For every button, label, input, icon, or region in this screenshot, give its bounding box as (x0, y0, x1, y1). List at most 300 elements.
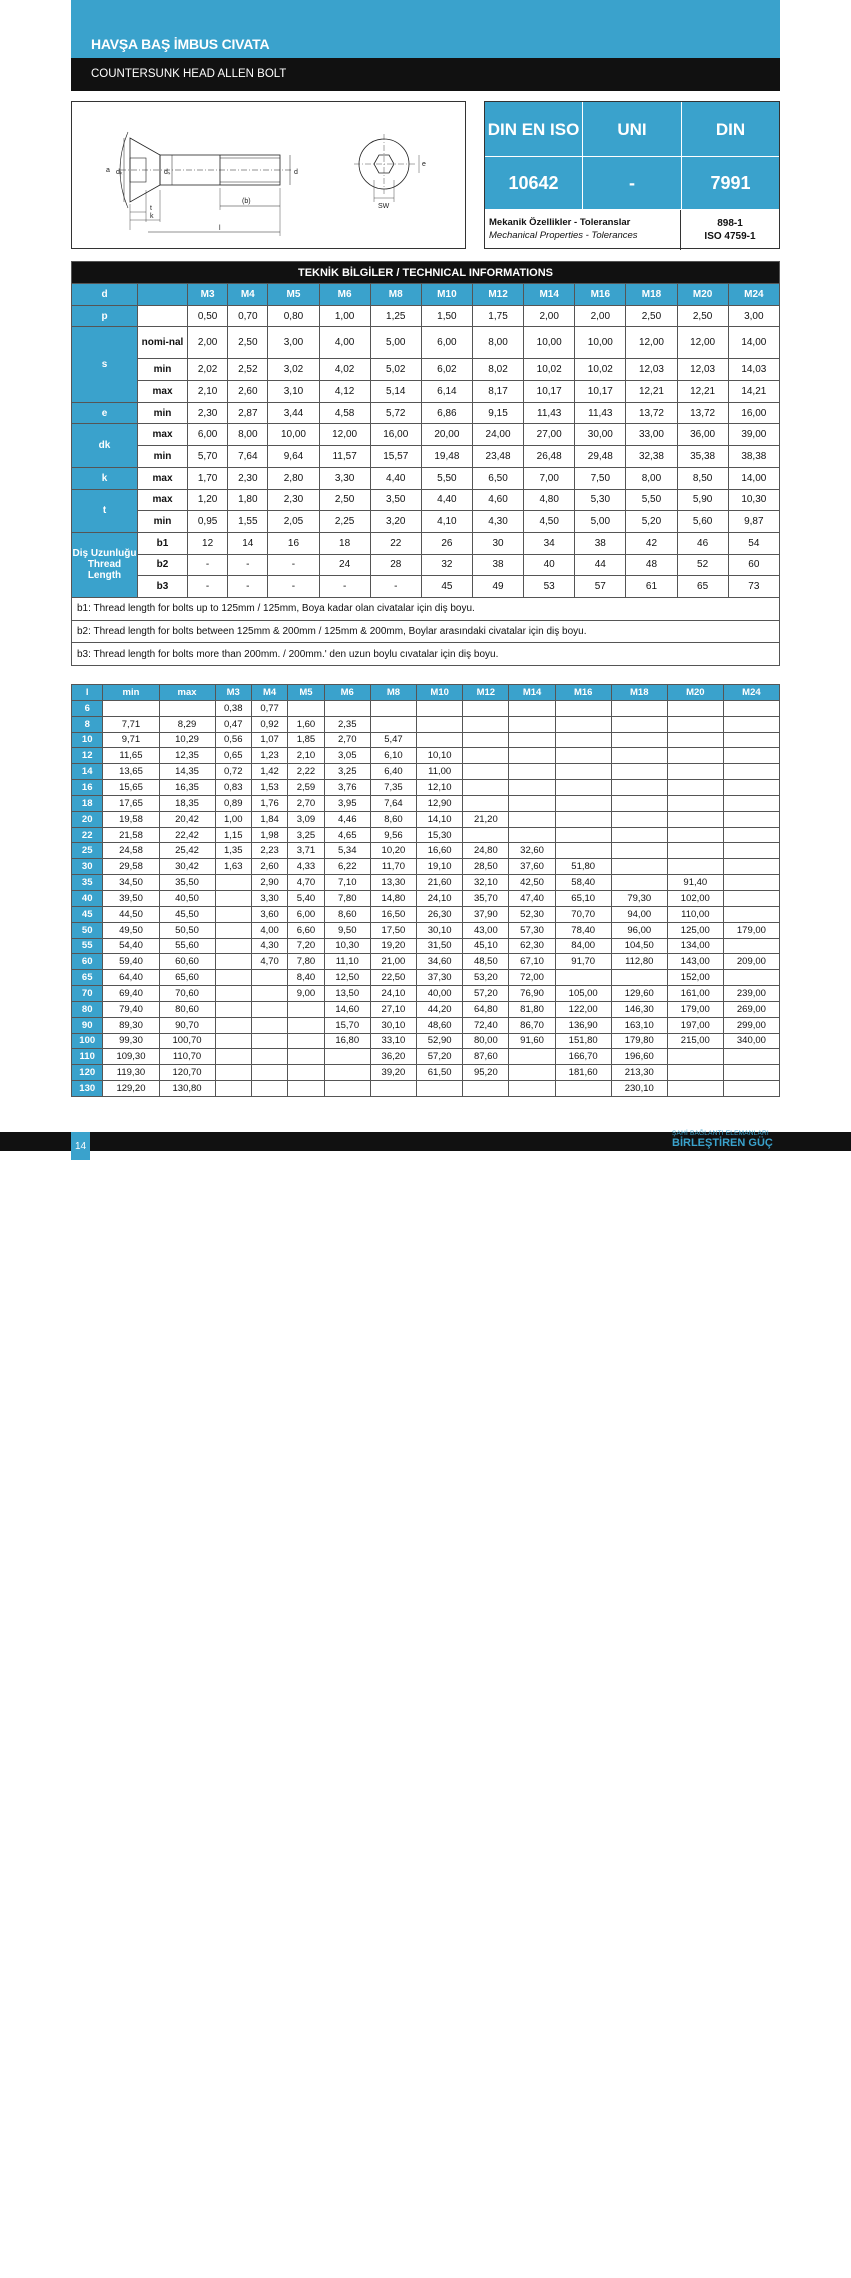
length-cell (555, 827, 611, 843)
length-cell: 14,60 (324, 1001, 370, 1017)
label-sw: SW (378, 203, 390, 210)
tech-caption: TEKNİK BİLGİLER / TECHNICAL INFORMATIONS (72, 262, 780, 284)
length-cell: 239,00 (723, 986, 779, 1002)
value-cell: 8,00 (472, 327, 523, 359)
tolerance-1: 898-1 (717, 218, 743, 229)
length-cell: 20,42 (159, 811, 215, 827)
length-cell: 161,00 (667, 986, 723, 1002)
length-cell: 120,70 (159, 1065, 215, 1081)
value-cell: 4,10 (421, 511, 472, 533)
footer-note: Değerler milimetre olarak verilmiştir. / Values are given in milimeters. (226, 2269, 469, 2278)
length-cell: 0,83 (215, 780, 251, 796)
length-row-label: 10 (72, 732, 103, 748)
length-row-label: 40 (72, 890, 103, 906)
length-cell (509, 827, 555, 843)
value-cell: 2,60 (228, 381, 268, 403)
length-cell (215, 922, 251, 938)
tolerance-values (681, 210, 779, 250)
value-cell: 27,00 (524, 424, 575, 446)
e-label: e (72, 402, 138, 424)
value-cell: 2,80 (268, 467, 319, 489)
length-cell: 34,60 (417, 954, 463, 970)
value-cell: 8,50 (677, 467, 728, 489)
length-cell: 151,80 (555, 1033, 611, 1049)
length-cell: 179,00 (723, 922, 779, 938)
length-cell (723, 938, 779, 954)
length-cell (667, 716, 723, 732)
value-cell: 11,57 (319, 446, 370, 468)
length-cell (667, 859, 723, 875)
size-header: M24 (728, 284, 779, 306)
length-row-label: 130 (72, 1081, 103, 1097)
length-cell: 14,10 (417, 811, 463, 827)
length-cell (288, 1049, 324, 1065)
length-cell (509, 700, 555, 716)
length-cell: 1,63 (215, 859, 251, 875)
length-cell (463, 732, 509, 748)
value-cell: 10,00 (268, 424, 319, 446)
value-cell: 10,30 (728, 489, 779, 511)
length-cell: 16,80 (324, 1033, 370, 1049)
length-row-label: 14 (72, 764, 103, 780)
label-k: k (150, 213, 154, 220)
length-cell: 2,59 (288, 780, 324, 796)
length-cell (723, 700, 779, 716)
length-cell: 99,30 (103, 1033, 159, 1049)
length-cell (611, 875, 667, 891)
value-cell: 60 (728, 554, 779, 576)
length-cell: 9,00 (288, 986, 324, 1002)
value-cell: 3,00 (268, 327, 319, 359)
length-cell (723, 748, 779, 764)
length-cell: 146,30 (611, 1001, 667, 1017)
length-cell (555, 700, 611, 716)
value-cell: 16 (268, 532, 319, 554)
value-cell: 40 (524, 554, 575, 576)
mech-label-tr: Mekanik Özellikler - Toleranslar (489, 217, 631, 228)
length-cell (611, 700, 667, 716)
length-cell (723, 890, 779, 906)
value-cell: 4,02 (319, 359, 370, 381)
value-cell: 3,30 (319, 467, 370, 489)
dk-label: dk (72, 424, 138, 467)
length-cell: 112,80 (611, 954, 667, 970)
length-header: M4 (251, 685, 287, 701)
page-number: 14 (71, 1132, 90, 1160)
value-cell: 73 (728, 576, 779, 598)
value-cell: 6,00 (188, 424, 228, 446)
value-cell: 26 (421, 532, 472, 554)
sub-label: b1 (138, 532, 188, 554)
value-cell: 3,44 (268, 402, 319, 424)
value-cell: 30 (472, 532, 523, 554)
length-cell: 5,34 (324, 843, 370, 859)
value-cell: 2,30 (188, 402, 228, 424)
value-cell: 4,40 (421, 489, 472, 511)
length-cell (251, 1065, 287, 1081)
mechanical-properties-label (485, 210, 681, 250)
value-cell: 12,03 (677, 359, 728, 381)
length-cell: 6,22 (324, 859, 370, 875)
value-cell: 12,00 (319, 424, 370, 446)
length-cell: 24,10 (417, 890, 463, 906)
length-cell (251, 986, 287, 1002)
length-cell: 40,50 (159, 890, 215, 906)
value-cell: 24 (319, 554, 370, 576)
length-cell: 3,71 (288, 843, 324, 859)
value-cell: 35,38 (677, 446, 728, 468)
value-cell: 54 (728, 532, 779, 554)
length-cell: 230,10 (611, 1081, 667, 1097)
length-cell: 1,23 (251, 748, 287, 764)
length-cell (463, 795, 509, 811)
value-cell: 3,00 (728, 305, 779, 327)
length-cell (215, 954, 251, 970)
value-cell: 4,00 (319, 327, 370, 359)
length-cell (463, 700, 509, 716)
value-cell: 65 (677, 576, 728, 598)
length-cell: 32,60 (509, 843, 555, 859)
value-cell: 42 (626, 532, 677, 554)
length-cell: 5,40 (288, 890, 324, 906)
value-cell: 14,00 (728, 467, 779, 489)
subtitle-bar (71, 58, 780, 91)
length-cell: 1,53 (251, 780, 287, 796)
length-cell: 47,40 (509, 890, 555, 906)
length-cell: 45,50 (159, 906, 215, 922)
length-cell (463, 827, 509, 843)
value-cell: - (188, 576, 228, 598)
length-cell (723, 1081, 779, 1097)
length-cell: 95,20 (463, 1065, 509, 1081)
length-cell: 57,20 (417, 1049, 463, 1065)
length-cell: 90,70 (159, 1017, 215, 1033)
length-cell (324, 1081, 370, 1097)
length-cell: 78,40 (555, 922, 611, 938)
length-cell: 54,40 (103, 938, 159, 954)
length-cell: 2,10 (288, 748, 324, 764)
sub-label: min (138, 402, 188, 424)
length-cell (215, 970, 251, 986)
length-cell: 3,60 (251, 906, 287, 922)
length-cell: 4,33 (288, 859, 324, 875)
length-cell: 53,20 (463, 970, 509, 986)
value-cell: 1,75 (472, 305, 523, 327)
length-cell: 80,60 (159, 1001, 215, 1017)
length-cell: 3,76 (324, 780, 370, 796)
length-cell: 15,30 (417, 827, 463, 843)
length-cell: 70,60 (159, 986, 215, 1002)
value-cell: 29,48 (575, 446, 626, 468)
length-cell: 69,40 (103, 986, 159, 1002)
value-cell: 4,12 (319, 381, 370, 403)
value-cell: 2,30 (268, 489, 319, 511)
value-cell: 14,21 (728, 381, 779, 403)
length-cell: 1,42 (251, 764, 287, 780)
length-cell: 7,71 (103, 716, 159, 732)
blank-cell (138, 305, 188, 327)
length-cell: 31,50 (417, 938, 463, 954)
value-cell: 1,55 (228, 511, 268, 533)
brand-name: BİRLEŞTİREN GÜÇ (672, 1137, 773, 1149)
length-cell (667, 1081, 723, 1097)
length-row-label: 70 (72, 986, 103, 1002)
length-cell: 1,98 (251, 827, 287, 843)
value-cell: 28 (370, 554, 421, 576)
value-cell: 6,02 (421, 359, 472, 381)
length-cell (288, 1017, 324, 1033)
length-cell (215, 986, 251, 1002)
length-cell: 179,00 (667, 1001, 723, 1017)
length-header: min (103, 685, 159, 701)
value-cell: 12,03 (626, 359, 677, 381)
length-cell (370, 1081, 416, 1097)
length-cell (251, 1033, 287, 1049)
label-a: a (106, 167, 110, 174)
length-cell (417, 716, 463, 732)
value-cell: 1,25 (370, 305, 421, 327)
length-cell: 64,40 (103, 970, 159, 986)
label-ds: dₛ (164, 169, 171, 176)
length-cell (611, 748, 667, 764)
value-cell: 3,50 (370, 489, 421, 511)
length-cell (667, 764, 723, 780)
thread-note: b1: Thread length for bolts up to 125mm / 125mm, Boya kadar olan civatalar için diş boyu. (72, 597, 780, 620)
length-cell (723, 716, 779, 732)
length-cell: 33,10 (370, 1033, 416, 1049)
value-cell: 1,70 (188, 467, 228, 489)
length-cell (251, 1081, 287, 1097)
length-cell: 109,30 (103, 1049, 159, 1065)
value-cell: 10,00 (575, 327, 626, 359)
value-cell: 2,50 (677, 305, 728, 327)
value-cell: 48 (626, 554, 677, 576)
size-header: M6 (319, 284, 370, 306)
length-cell: 7,80 (288, 954, 324, 970)
length-cell: 3,25 (324, 764, 370, 780)
length-cell: 13,50 (324, 986, 370, 1002)
length-cell: 8,60 (370, 811, 416, 827)
length-cell: 51,80 (555, 859, 611, 875)
length-cell: 49,50 (103, 922, 159, 938)
sub-label: min (138, 446, 188, 468)
length-cell: 42,50 (509, 875, 555, 891)
length-cell (463, 748, 509, 764)
length-cell: 43,00 (463, 922, 509, 938)
length-cell: 91,70 (555, 954, 611, 970)
std-header-uni: UNI (583, 102, 682, 156)
thread-note: b2: Thread length for bolts between 125mm & 200mm / 125mm & 200mm, Boylar arasındaki civatalar için diş boyu. (72, 620, 780, 643)
value-cell: 3,20 (370, 511, 421, 533)
length-cell: 4,30 (251, 938, 287, 954)
length-cell (555, 1081, 611, 1097)
value-cell: 36,00 (677, 424, 728, 446)
length-cell (463, 764, 509, 780)
length-cell: 12,35 (159, 748, 215, 764)
length-row-label: 6 (72, 700, 103, 716)
length-cell (723, 875, 779, 891)
length-cell: 2,70 (324, 732, 370, 748)
length-cell: 27,10 (370, 1001, 416, 1017)
value-cell: 12,21 (677, 381, 728, 403)
length-cell: 11,70 (370, 859, 416, 875)
s-label: s (72, 327, 138, 402)
length-cell (288, 1033, 324, 1049)
size-header: M18 (626, 284, 677, 306)
length-cell: 21,60 (417, 875, 463, 891)
length-cell: 7,64 (370, 795, 416, 811)
length-cell: 0,38 (215, 700, 251, 716)
value-cell: 8,17 (472, 381, 523, 403)
value-cell: 12,00 (677, 327, 728, 359)
std-header-din: DIN (682, 102, 779, 156)
value-cell: 6,86 (421, 402, 472, 424)
length-header: M8 (370, 685, 416, 701)
value-cell: 5,20 (626, 511, 677, 533)
size-header: M5 (268, 284, 319, 306)
length-cell: 299,00 (723, 1017, 779, 1033)
length-cell: 4,65 (324, 827, 370, 843)
value-cell: 4,58 (319, 402, 370, 424)
length-header: M20 (667, 685, 723, 701)
length-row-label: 100 (72, 1033, 103, 1049)
length-cell (251, 1001, 287, 1017)
length-row-label: 60 (72, 954, 103, 970)
length-cell (667, 1049, 723, 1065)
length-row-label: 110 (72, 1049, 103, 1065)
value-cell: 6,00 (421, 327, 472, 359)
label-dk: dₖ (116, 169, 123, 176)
length-cell (251, 970, 287, 986)
length-cell: 32,10 (463, 875, 509, 891)
length-row-label: 65 (72, 970, 103, 986)
length-cell: 6,60 (288, 922, 324, 938)
length-cell: 125,00 (667, 922, 723, 938)
value-cell: 9,15 (472, 402, 523, 424)
length-cell: 59,40 (103, 954, 159, 970)
length-cell: 62,30 (509, 938, 555, 954)
length-cell: 8,29 (159, 716, 215, 732)
length-cell (417, 700, 463, 716)
length-cell (417, 732, 463, 748)
label-d: d (294, 169, 298, 176)
length-cell: 72,00 (509, 970, 555, 986)
length-cell: 197,00 (667, 1017, 723, 1033)
value-cell: 2,25 (319, 511, 370, 533)
length-cell: 0,56 (215, 732, 251, 748)
length-cell (667, 780, 723, 796)
value-cell: 2,02 (188, 359, 228, 381)
sub-label: max (138, 467, 188, 489)
length-cell: 8,40 (288, 970, 324, 986)
length-header: M3 (215, 685, 251, 701)
length-cell (667, 700, 723, 716)
value-cell: 19,48 (421, 446, 472, 468)
length-cell (509, 795, 555, 811)
length-cell: 196,60 (611, 1049, 667, 1065)
brand-logo (672, 1130, 780, 1149)
length-row-label: 35 (72, 875, 103, 891)
length-cell: 215,00 (667, 1033, 723, 1049)
length-cell: 87,60 (463, 1049, 509, 1065)
size-header: M12 (472, 284, 523, 306)
length-cell (667, 748, 723, 764)
value-cell: 52 (677, 554, 728, 576)
size-header: M10 (421, 284, 472, 306)
value-cell: 49 (472, 576, 523, 598)
technical-drawing (71, 101, 466, 249)
length-cell: 86,70 (509, 1017, 555, 1033)
length-header: M16 (555, 685, 611, 701)
length-cell (215, 890, 251, 906)
value-cell: 2,05 (268, 511, 319, 533)
length-cell: 25,42 (159, 843, 215, 859)
sub-label: nomi-nal (138, 327, 188, 359)
length-cell: 105,00 (555, 986, 611, 1002)
length-cell: 36,20 (370, 1049, 416, 1065)
length-cell (509, 1049, 555, 1065)
length-cell: 72,40 (463, 1017, 509, 1033)
length-row-label: 25 (72, 843, 103, 859)
value-cell: 15,57 (370, 446, 421, 468)
value-cell: 23,48 (472, 446, 523, 468)
length-cell (723, 732, 779, 748)
p-label: p (72, 305, 138, 327)
length-cell (611, 827, 667, 843)
k-label: k (72, 467, 138, 489)
length-cell: 3,05 (324, 748, 370, 764)
length-cell: 50,50 (159, 922, 215, 938)
length-cell (509, 764, 555, 780)
value-cell: 2,00 (188, 327, 228, 359)
length-cell (555, 748, 611, 764)
length-cell (463, 716, 509, 732)
length-cell: 8,60 (324, 906, 370, 922)
value-cell: 3,10 (268, 381, 319, 403)
length-cell (463, 1081, 509, 1097)
length-row-label: 55 (72, 938, 103, 954)
value-cell: 2,10 (188, 381, 228, 403)
label-l: l (219, 225, 221, 232)
length-cell: 4,70 (288, 875, 324, 891)
length-cell: 2,23 (251, 843, 287, 859)
value-cell: 16,00 (370, 424, 421, 446)
length-cell: 30,10 (370, 1017, 416, 1033)
value-cell: 2,52 (228, 359, 268, 381)
length-header: l (72, 685, 103, 701)
length-cell: 64,80 (463, 1001, 509, 1017)
std-header-din-en-iso: DIN EN ISO (485, 102, 583, 156)
length-cell: 6,00 (288, 906, 324, 922)
value-cell: 5,00 (575, 511, 626, 533)
sub-label: min (138, 359, 188, 381)
std-value-din: 7991 (682, 157, 779, 209)
length-cell: 16,50 (370, 906, 416, 922)
length-cell: 100,70 (159, 1033, 215, 1049)
length-cell: 0,92 (251, 716, 287, 732)
length-cell: 1,07 (251, 732, 287, 748)
value-cell: 4,50 (524, 511, 575, 533)
length-cell: 7,35 (370, 780, 416, 796)
length-cell: 55,60 (159, 938, 215, 954)
value-cell: 9,64 (268, 446, 319, 468)
length-cell: 81,80 (509, 1001, 555, 1017)
value-cell: 20,00 (421, 424, 472, 446)
length-cell: 1,84 (251, 811, 287, 827)
length-header: M5 (288, 685, 324, 701)
value-cell: 8,02 (472, 359, 523, 381)
length-cell: 40,00 (417, 986, 463, 1002)
